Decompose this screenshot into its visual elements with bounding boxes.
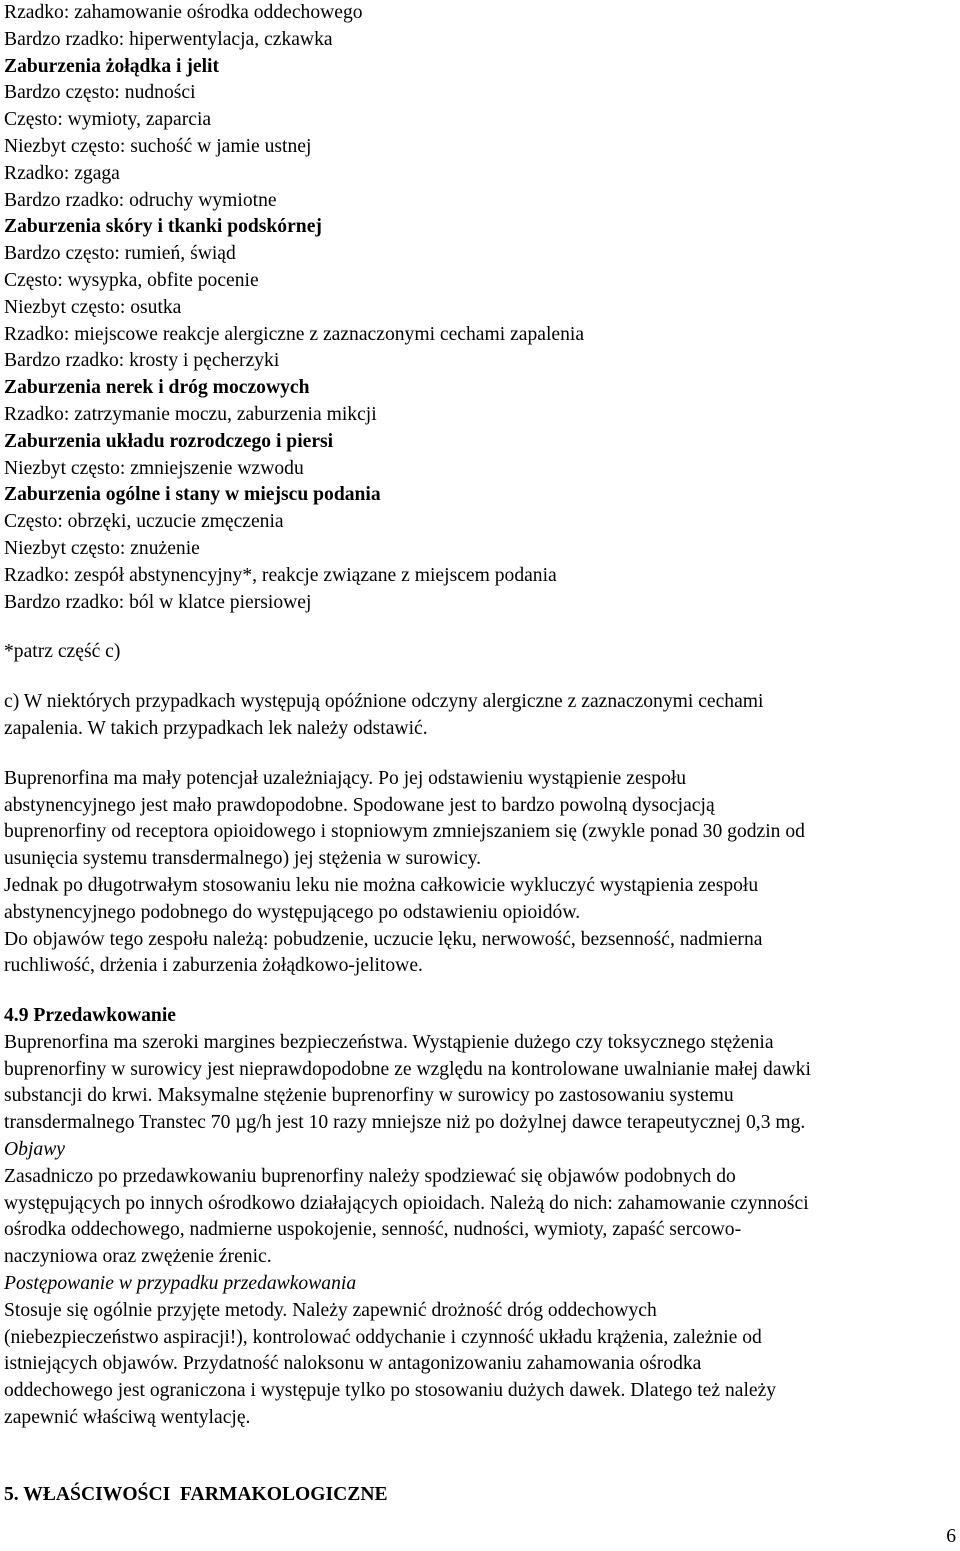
symptoms-line: naczyniowa oraz zwężenie źrenic. bbox=[4, 1246, 272, 1268]
side-effect-line: Bardzo rzadko: ból w klatce piersiowej bbox=[4, 591, 312, 613]
dependence-paragraph bbox=[4, 766, 956, 980]
management-line: oddechowego jest ograniczona i występuje tylko po stosowaniu dużych dawek. Dlatego też należy bbox=[4, 1380, 777, 1402]
side-effect-line: Niezbyt często: znużenie bbox=[4, 537, 200, 559]
side-effect-line: Rzadko: zahamowanie ośrodka oddechowego bbox=[4, 2, 363, 23]
side-effect-line: Rzadko: zgaga bbox=[4, 162, 120, 184]
management-line: istniejących objawów. Przydatność naloksonu w antagonizowaniu zahamowania ośrodka bbox=[4, 1353, 702, 1375]
overdose-heading: 4.9 Przedawkowanie bbox=[4, 1005, 176, 1027]
overdose-intro-line: transdermalnego Transtec 70 µg/h jest 10 razy mniejsze niż po dożylnej dawce terapeutycznej 0,3 mg. bbox=[4, 1112, 806, 1134]
side-effect-line: Bardzo rzadko: krosty i pęcherzyki bbox=[4, 350, 280, 372]
side-effect-line: Rzadko: zatrzymanie moczu, zaburzenia mikcji bbox=[4, 403, 377, 425]
side-effect-line: Często: wysypka, obfite pocenie bbox=[4, 269, 259, 291]
overdose-intro-line: substancji do krwi. Maksymalne stężenie buprenorfiny w surowicy po zastosowaniu systemu bbox=[4, 1085, 734, 1107]
side-effect-line: Rzadko: zespół abstynencyjny*, reakcje związane z miejscem podania bbox=[4, 564, 557, 586]
page-number: 6 bbox=[946, 1526, 956, 1547]
dependence-line: Do objawów tego zespołu należą: pobudzenie, uczucie lęku, nerwowość, bezsenność, nadmierna bbox=[4, 928, 763, 950]
side-effect-line: Bardzo często: rumień, świąd bbox=[4, 243, 236, 265]
side-effects-list bbox=[4, 0, 956, 616]
overdose-intro-line: Buprenorfina ma szeroki margines bezpieczeństwa. Wystąpienie dużego czy toksycznego stężenia bbox=[4, 1031, 774, 1053]
side-effect-line: Często: obrzęki, uczucie zmęczenia bbox=[4, 511, 284, 533]
side-effect-line: Niezbyt często: suchość w jamie ustnej bbox=[4, 135, 312, 157]
side-effect-line: Niezbyt często: osutka bbox=[4, 296, 182, 318]
side-effect-category-heading: Zaburzenia ogólne i stany w miejscu podania bbox=[4, 484, 381, 506]
side-effect-category-heading: Zaburzenia układu rozrodczego i piersi bbox=[4, 430, 334, 452]
dependence-line: Buprenorfina ma mały potencjał uzależniający. Po jej odstawieniu wystąpienie zespołu bbox=[4, 767, 687, 789]
symptoms-line: występujących po innych ośrodkowo działających opioidach. Należą do nich: zahamowanie czynności bbox=[4, 1192, 809, 1214]
section-5-heading: 5. WŁAŚCIWOŚCI FARMAKOLOGICZNE bbox=[4, 1483, 388, 1505]
side-effect-category-heading: Zaburzenia nerek i dróg moczowych bbox=[4, 377, 310, 399]
dependence-line: usunięcia systemu transdermalnego) jej stężenia w surowicy. bbox=[4, 848, 481, 870]
management-line: (niebezpieczeństwo aspiracji!), kontrolować oddychanie i czynność układu krążenia, zależnie od bbox=[4, 1326, 762, 1348]
document-page bbox=[4, 0, 956, 1509]
dependence-line: buprenorfiny od receptora opioidowego i stopniowym zmniejszaniem się (zwykle ponad 30 godzin od bbox=[4, 821, 805, 843]
dependence-line: abstynencyjnego podobnego do występującego po odstawieniu opioidów. bbox=[4, 901, 581, 923]
note-c-paragraph bbox=[4, 689, 956, 743]
dependence-line: abstynencyjnego jest mało prawdopodobne. Spodowane jest to bardzo powolną dysocjacją bbox=[4, 794, 715, 816]
symptoms-line: Zasadniczo po przedawkowaniu buprenorfiny należy spodziewać się objawów podobnych do bbox=[4, 1165, 736, 1187]
side-effect-line: Często: wymioty, zaparcia bbox=[4, 109, 212, 131]
side-effect-line: Bardzo często: nudności bbox=[4, 82, 196, 104]
note-c-line: c) W niektórych przypadkach występują opóźnione odczyny alergiczne z zaznaczonymi cechami bbox=[4, 691, 764, 713]
note-c-line: zapalenia. W takich przypadkach lek należy odstawić. bbox=[4, 717, 428, 739]
symptoms-heading: Objawy bbox=[4, 1139, 65, 1161]
side-effect-line: Bardzo rzadko: odruchy wymiotne bbox=[4, 189, 277, 211]
management-line: zapewnić właściwą wentylację. bbox=[4, 1407, 251, 1429]
side-effect-line: Rzadko: miejscowe reakcje alergiczne z zaznaczonymi cechami zapalenia bbox=[4, 323, 585, 345]
footnote: *patrz część c) bbox=[4, 641, 121, 663]
management-line: Stosuje się ogólnie przyjęte metody. Należy zapewnić drożność dróg oddechowych bbox=[4, 1299, 657, 1321]
overdose-intro-line: buprenorfiny w surowicy jest nieprawdopodobne ze względu na kontrolowane uwalnianie małej dawki bbox=[4, 1058, 811, 1080]
management-heading: Postępowanie w przypadku przedawkowania bbox=[4, 1273, 357, 1295]
side-effect-line: Niezbyt często: zmniejszenie wzwodu bbox=[4, 457, 304, 479]
dependence-line: ruchliwość, drżenia i zaburzenia żołądkowo-jelitowe. bbox=[4, 955, 423, 977]
side-effect-line: Bardzo rzadko: hiperwentylacja, czkawka bbox=[4, 28, 333, 50]
overdose-section bbox=[4, 1003, 956, 1432]
dependence-line: Jednak po długotrwałym stosowaniu leku nie można całkowicie wykluczyć wystąpienia zespołu bbox=[4, 874, 759, 896]
side-effect-category-heading: Zaburzenia skóry i tkanki podskórnej bbox=[4, 216, 322, 238]
symptoms-line: ośrodka oddechowego, nadmierne uspokojenie, senność, nudności, wymioty, zapaść sercowo- bbox=[4, 1219, 742, 1241]
side-effect-category-heading: Zaburzenia żołądka i jelit bbox=[4, 55, 219, 77]
